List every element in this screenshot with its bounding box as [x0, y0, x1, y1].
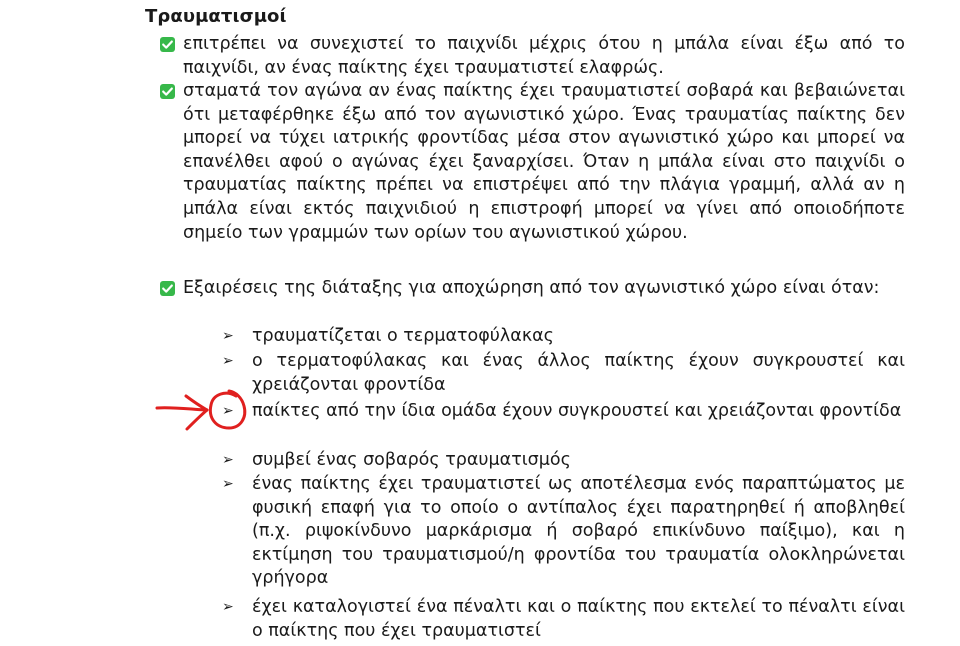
list-item-text: σταματά τον αγώνα αν ένας παίκτης έχει τραυματιστεί σοβαρά και βεβαιώνεται ότι μεταφέρθηκε έξω από τον αγωνιστικό χώρο. Ένας τραυματίας παίκτης δεν μπορεί να τύχει ιατρικής φροντίδας μέσα στον αγωνιστικό χώρο και μπορεί να επανέλθει αφού ο αγώνας έχει ξαναρχίσει. Όταν η μπάλα είναι στο παιχνίδι ο τραυματίας παίκτης πρέπει να επιστρέψει από την πλάγια γραμμή, αλλά αν η μπάλα είναι εκτός παιχνιδιού η επιστροφή μπορεί να γίνει από οποιοδήποτε σημείο των γραμμών των ορίων του αγωνιστικού χώρου. [183, 81, 905, 243]
section-heading: Τραυματισμοί [145, 6, 287, 27]
exception-item [222, 449, 905, 473]
list-item-text: Εξαιρέσεις της διάταξης για αποχώρηση από τον αγωνιστικό χώρο είναι όταν: [183, 278, 880, 298]
exception-item-text: τραυματίζεται ο τερματοφύλακας [252, 326, 554, 346]
red-hand-drawn-arrow-icon [157, 396, 207, 429]
list-item-text: επιτρέπει να συνεχιστεί το παιχνίδι μέχρις ότου η μπάλα είναι έξω από το παιχνίδι, αν ένας παίκτης έχει τραυματιστεί ελαφρώς. [183, 34, 905, 78]
arrowhead-bullet-icon: ➢ [222, 476, 234, 492]
exception-item [222, 325, 905, 349]
check-box-icon [160, 84, 175, 99]
arrowhead-bullet-icon: ➢ [222, 599, 234, 615]
list-item [160, 80, 905, 245]
exception-item [222, 473, 905, 591]
exception-item-text: παίκτες από την ίδια ομάδα έχουν συγκρουστεί και χρειάζονται φροντίδα [252, 401, 902, 421]
exception-item-text: ένας παίκτης έχει τραυματιστεί ως αποτέλεσμα ενός παραπτώματος με φυσική επαφή για το οποίο ο αντίπαλος έχει παρατηρηθεί ή αποβληθεί (π.χ. ριψοκίνδυνο μαρκάρισμα ή σοβαρό επικίνδυνο παίξιμο), και η εκτίμηση του τραυματισμού/η φροντίδα του τραυματία ολοκληρώνεται γρήγορα [252, 474, 905, 589]
exception-item [222, 350, 905, 397]
exception-item-text: ο τερματοφύλακας και ένας άλλος παίκτης έχουν συγκρουστεί και χρειάζονται φροντίδα [252, 351, 905, 395]
list-item [160, 277, 905, 301]
exception-item [222, 596, 905, 643]
check-box-icon [160, 37, 175, 52]
exception-item-highlighted [222, 400, 905, 424]
list-item [160, 33, 905, 80]
exception-item-text: έχει καταλογιστεί ένα πέναλτι και ο παίκτης που εκτελεί το πέναλτι είναι ο παίκτης που έχει τραυματιστεί [252, 597, 905, 641]
arrowhead-bullet-icon: ➢ [222, 452, 234, 468]
arrowhead-bullet-icon: ➢ [222, 353, 234, 369]
arrowhead-bullet-icon: ➢ [222, 328, 234, 344]
check-box-icon [160, 281, 175, 296]
arrowhead-bullet-icon: ➢ [222, 403, 234, 419]
exception-item-text: συμβεί ένας σοβαρός τραυματισμός [252, 450, 571, 470]
